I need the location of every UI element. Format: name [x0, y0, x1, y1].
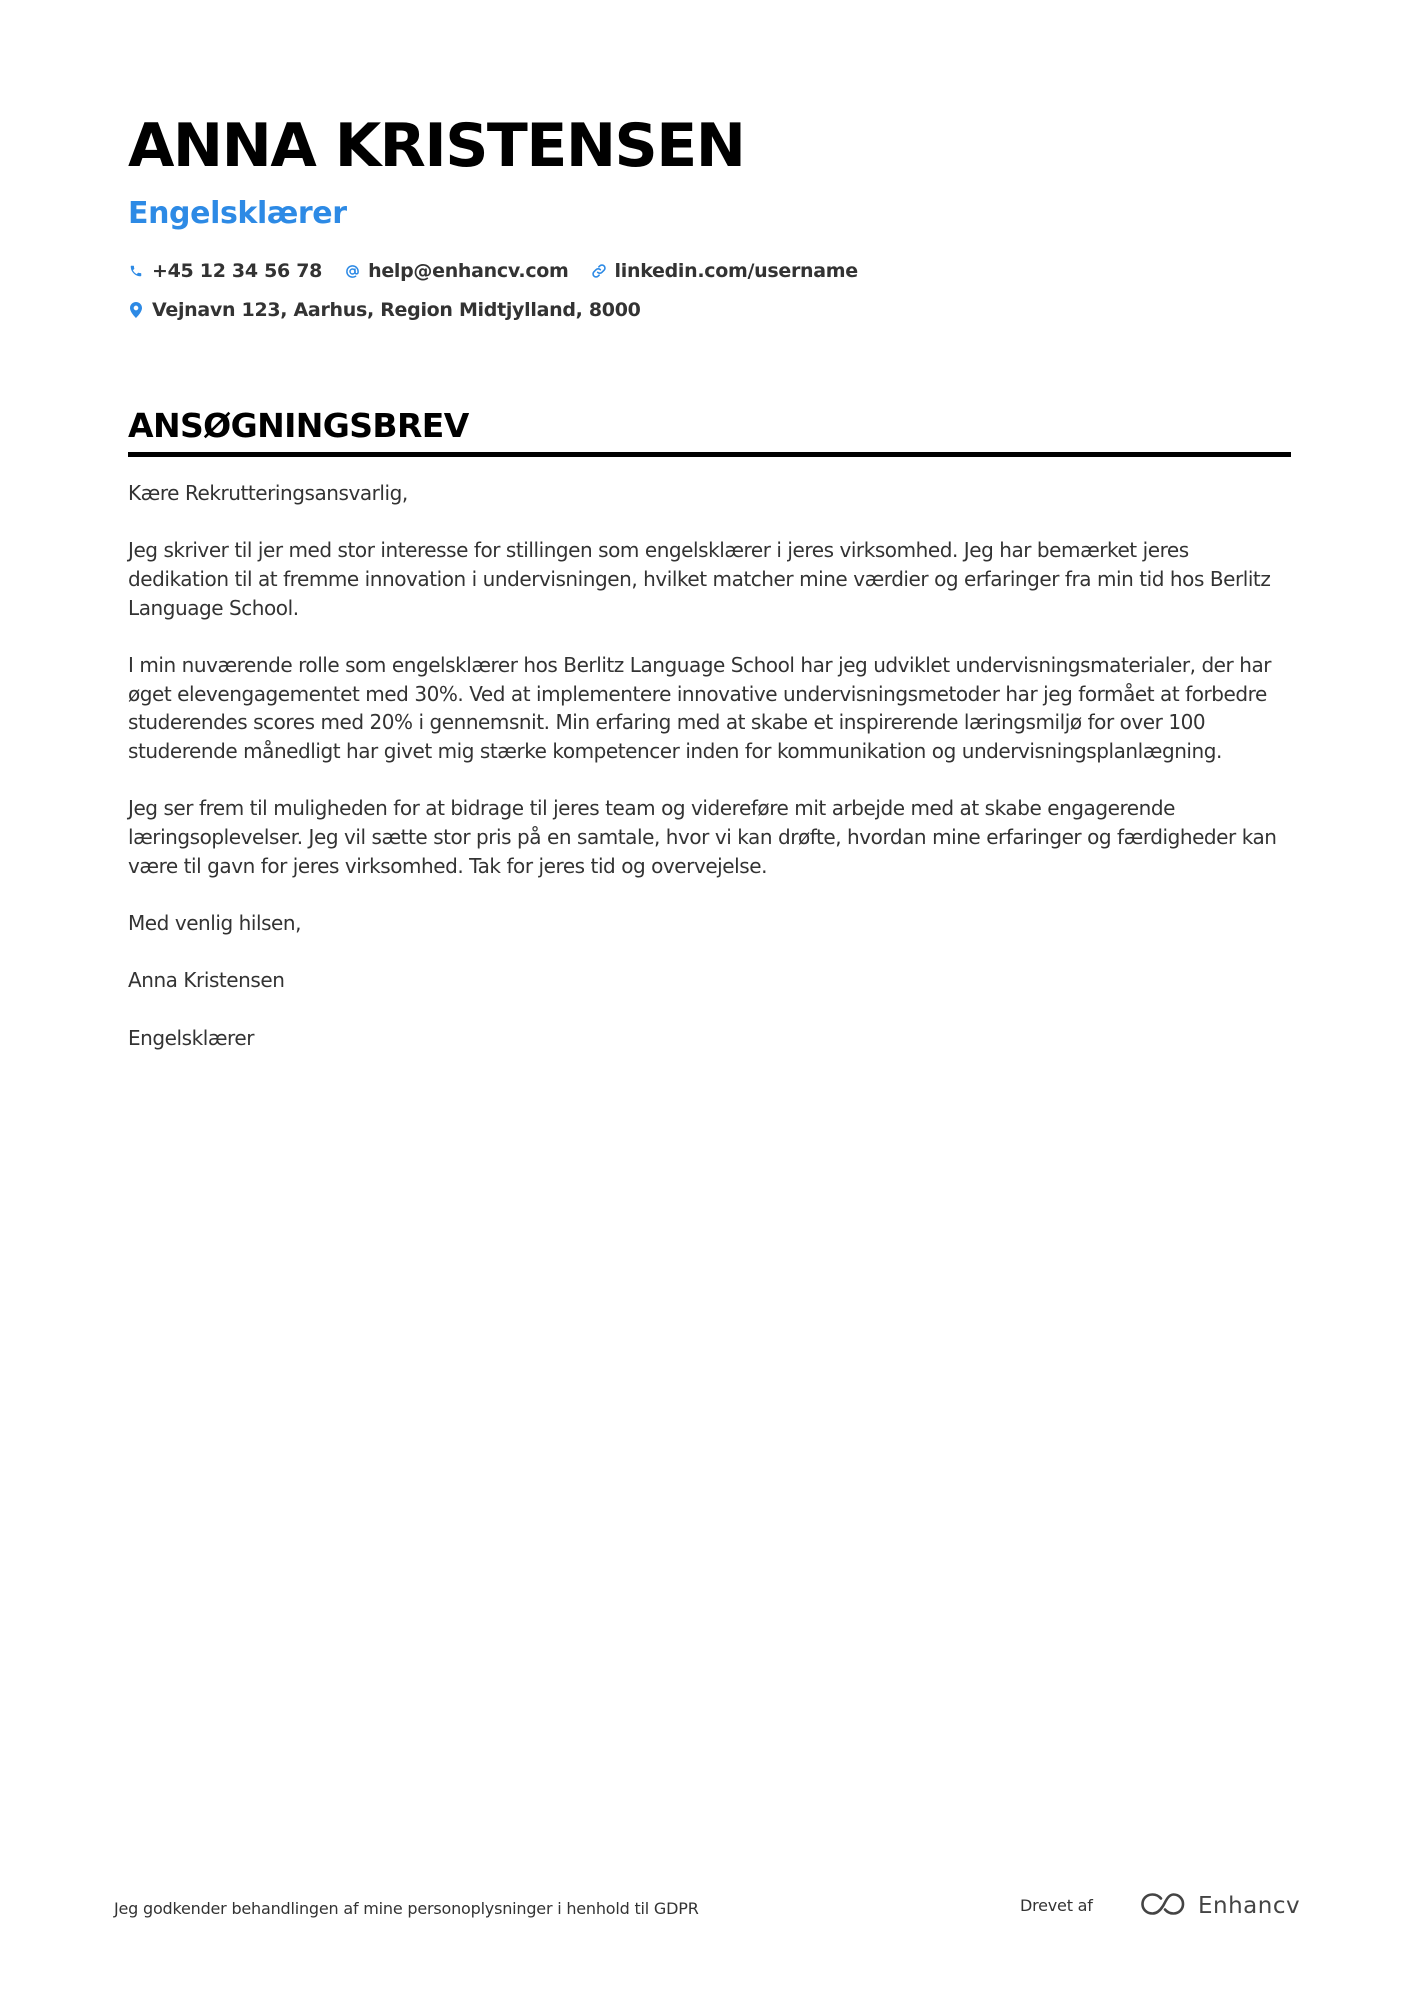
powered-by-label: Drevet af: [1020, 1896, 1093, 1915]
at-sign-icon: [344, 262, 360, 280]
letter-greeting: Kære Rekrutteringsansvarlig,: [128, 481, 408, 505]
header: [128, 110, 1288, 324]
email-address[interactable]: help@enhancv.com: [368, 260, 569, 282]
footer: [114, 1891, 1301, 1931]
gdpr-consent-text: Jeg godkender behandlingen af mine personoplysninger i henhold til GDPR: [114, 1899, 699, 1918]
applicant-name: ANNA KRISTENSEN: [128, 111, 745, 181]
brand-name: Enhancv: [1198, 1893, 1301, 1919]
section-divider: [128, 452, 1291, 457]
contact-address: [128, 299, 641, 321]
signature-name: Anna Kristensen: [128, 968, 285, 993]
letter-paragraph-2: I min nuværende rolle som engelsklærer hos Berlitz Language School har jeg udviklet undervisningsmaterialer, der har øget elevengagementet med 30%. Ved at implementere innovative undervisningsmetoder har jeg formået at forbedre studerendes scores med 20% i gennemsnit. Min erfaring med at skabe et inspirerende læringsmiljø for over 100 studerende månedligt har givet mig stærke kompetencer inden for kommunikation og undervisningsplanlægning.: [128, 653, 1272, 764]
linkedin-url[interactable]: linkedin.com/username: [614, 260, 858, 282]
section-title: ANSØGNINGSBREV: [128, 406, 469, 445]
link-icon: [591, 262, 607, 280]
letter-paragraph-3: Jeg ser frem til muligheden for at bidrage til jeres team og videreføre mit arbejde med at skabe engagerende læringsoplevelser. Jeg vil sætte stor pris på en samtale, hvor vi kan drøfte, hvordan mine erfaringer og færdigheder kan være til gavn for jeres virksomhed. Tak for jeres tid og overvejelse.: [128, 796, 1277, 878]
cover-letter-section-header: [128, 406, 1291, 457]
letter-body: [128, 479, 1288, 1081]
address: Vejnavn 123, Aarhus, Region Midtjylland, 8000: [152, 299, 641, 321]
contact-row-secondary: [128, 296, 1288, 324]
brand-link[interactable]: [1140, 1891, 1300, 1921]
letter-closing: Med venlig hilsen,: [128, 911, 302, 936]
contact-email: [344, 260, 568, 282]
enhancv-logo-icon: [1140, 1892, 1186, 1920]
contact-row-primary: [128, 257, 1288, 285]
letter-paragraph-1: Jeg skriver til jer med stor interesse for stillingen som engelsklærer i jeres virksomhed. Jeg har bemærket jeres dedikation til at fremme innovation i undervisningen, hvilket matcher mine værdier og erfaringer fra min tid hos Berlitz Language School.: [128, 538, 1271, 620]
phone-number: +45 12 34 56 78: [152, 260, 323, 282]
job-title: Engelsklærer: [128, 196, 347, 231]
location-pin-icon: [128, 301, 144, 319]
contact-phone: [128, 260, 322, 282]
contact-linkedin: [591, 260, 858, 282]
phone-icon: [128, 262, 144, 280]
signature-title: Engelsklærer: [128, 1025, 254, 1050]
